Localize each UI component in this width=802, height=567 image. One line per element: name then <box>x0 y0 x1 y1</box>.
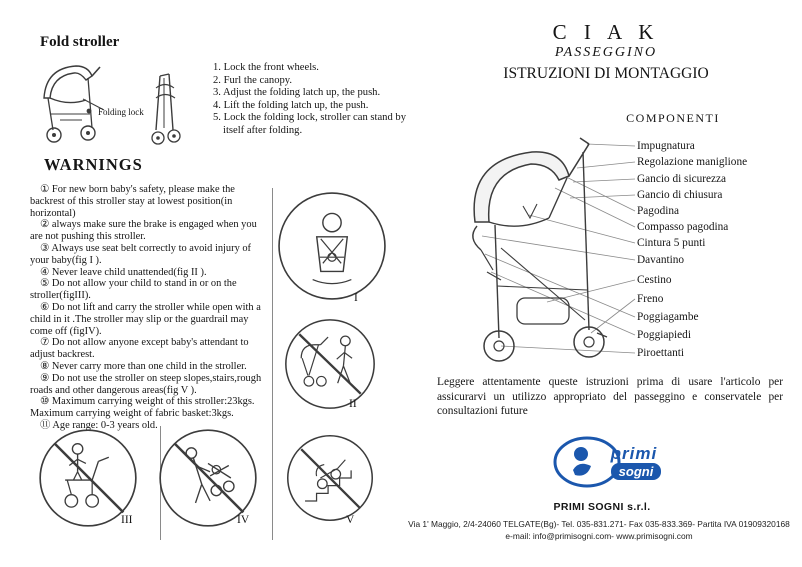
component-label: Gancio di chiusura <box>637 189 723 201</box>
primi-sogni-logo <box>508 429 704 495</box>
fold-step: 1. Lock the front wheels. <box>213 62 319 73</box>
component-label: Gancio di sicurezza <box>637 173 727 185</box>
stroller-components-diagram <box>437 130 637 370</box>
figure-label: IV <box>237 514 250 526</box>
figure-label: III <box>121 514 133 526</box>
warning-item: ⑦ Do not allow anyone except baby's attendant to adjust backrest. <box>30 337 249 361</box>
components-title: COMPONENTI <box>626 111 720 125</box>
warning-item: ② always make sure the brake is engaged when you are not pushing this stroller. <box>30 219 257 243</box>
component-label: Davantino <box>637 254 685 266</box>
component-label: Freno <box>637 293 664 305</box>
logo-text-primi: primi <box>610 443 658 463</box>
folding-lock-label: Folding lock <box>98 107 144 117</box>
fold-step: 2. Furl the canopy. <box>213 74 293 86</box>
warning-item: ⑨ Do not use the stroller on steep slopes,stairs,rough roads and other dangerous areas(fig V ). <box>30 372 262 396</box>
figure-seatbelt-illustration <box>276 190 388 302</box>
fold-step: 4. Lift the folding latch up, the push. <box>213 99 369 111</box>
fold-step: 3. Adjust the folding latch up, the push. <box>213 87 381 99</box>
component-label: Poggiagambe <box>637 311 699 323</box>
component-label: Piroettanti <box>637 347 685 359</box>
folded-stroller-illustration <box>142 70 192 150</box>
page-title: ISTRUZIONI DI MONTAGGIO <box>503 65 709 82</box>
figure-unattended-illustration <box>282 316 378 412</box>
component-label: Regolazione maniglione <box>637 156 748 168</box>
company-address: Via 1' Maggio, 2/4-24060 TELGATE(Bg)- Tel. 035-831.271- Fax 035-833.369- Partita IVA 01909320168 <box>408 519 790 529</box>
usage-notice-text: Leggere attentamente queste istruzioni prima di usare l'articolo per assicurarvi un utilizzo appropriato del passeggino e conservatele per consultazioni future <box>437 376 783 418</box>
fold-steps-list <box>213 62 409 138</box>
warning-item: ③ Always use seat belt correctly to avoid injury of your baby(fig I ). <box>30 242 252 266</box>
warning-item: ⑤ Do not allow your child to stand in or on the stroller(figIII). <box>30 278 237 302</box>
component-label: Cestino <box>637 274 672 286</box>
fold-step: 5. Lock the folding lock, stroller can stand by itself after folding. <box>213 112 406 136</box>
figure-label: II <box>349 398 357 410</box>
figures-divider-line <box>272 188 273 540</box>
component-label: Cintura 5 punti <box>637 237 706 249</box>
fold-section-title: Fold stroller <box>40 34 120 50</box>
figure-stairs-illustration <box>282 430 378 526</box>
logo-badge-sogni: sogni <box>611 463 662 480</box>
warning-item: ① For new born baby's safety, please make the backrest of this stroller stay at lowest position(in horizontal) <box>30 184 235 219</box>
warning-item: ⑧ Never carry more than one child in the stroller. <box>40 360 247 372</box>
component-label: Pagodina <box>637 205 680 217</box>
component-label: Poggiapiedi <box>637 329 691 341</box>
warning-item: ⑩ Maximum carrying weight of this stroller:23kgs. Maximum carrying weight of fabric basket:3kgs. <box>30 396 255 420</box>
warning-item: ⑥ Do not lift and carry the stroller while open with a child in it .The stroller may slip or the guardrail may come off (figIV). <box>30 301 261 337</box>
logo-wordmark <box>611 445 662 480</box>
warning-item: ⑪ Age range: 0-3 years old. <box>40 419 158 431</box>
warnings-title: WARNINGS <box>44 155 143 174</box>
company-name: PRIMI SOGNI s.r.l. <box>553 501 651 513</box>
figure-label: V <box>346 514 355 526</box>
company-email-web: e-mail: info@primisogni.com- www.primisogni.com <box>505 531 693 541</box>
figure-label: I <box>354 292 358 304</box>
warnings-list <box>30 184 270 432</box>
component-label: Compasso pagodina <box>637 221 729 233</box>
component-label: Impugnatura <box>637 140 695 152</box>
warning-item: ④ Never leave child unattended(fig II ). <box>40 266 207 278</box>
brand-title: C I A K <box>552 20 660 44</box>
brand-subtitle: PASSEGGINO <box>554 45 658 60</box>
